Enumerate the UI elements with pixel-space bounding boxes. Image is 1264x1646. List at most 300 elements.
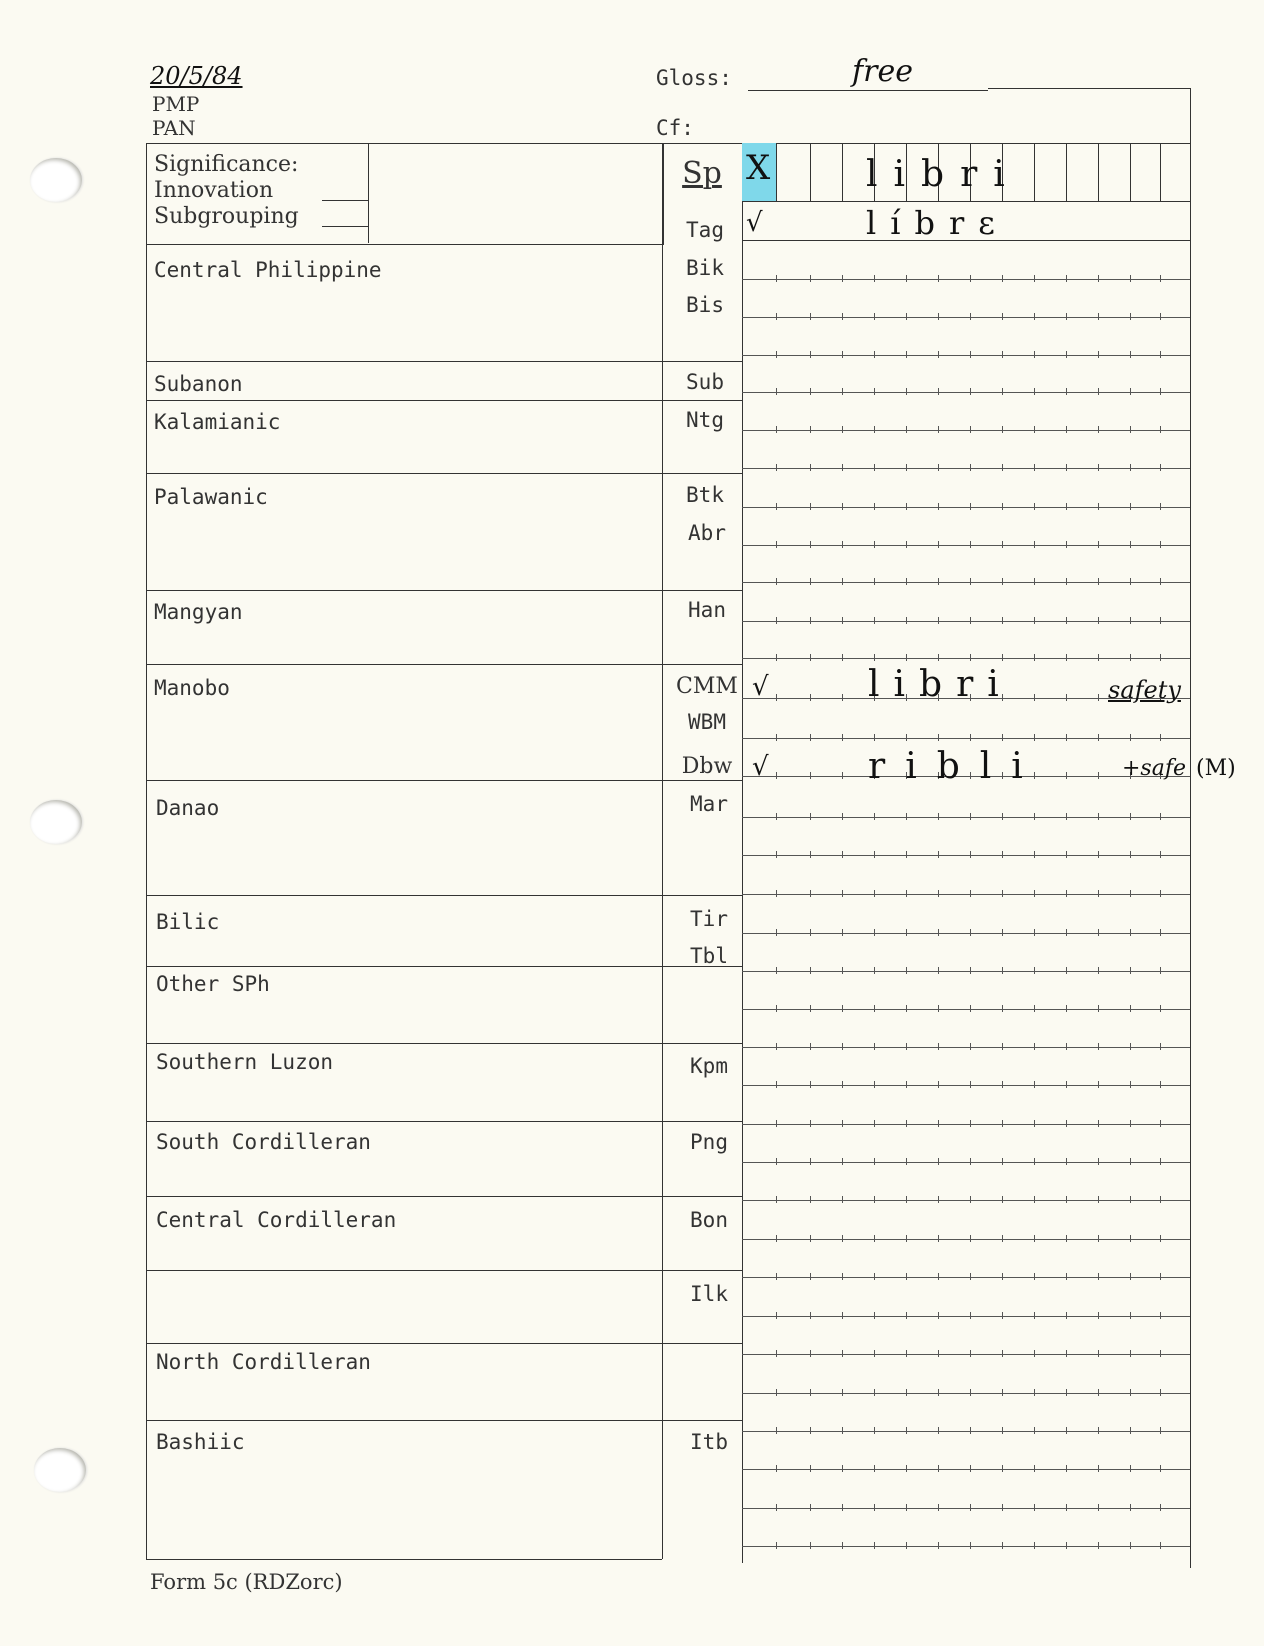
- entry-rule-tick: [874, 890, 875, 897]
- entry-rule-tick: [1002, 388, 1003, 395]
- level-pmp: PMP: [152, 92, 200, 116]
- entry-rule-tick: [1034, 694, 1035, 701]
- entry-rule-tick: [810, 813, 811, 820]
- innovation-label: Innovation: [154, 178, 274, 203]
- gloss-underline: [748, 90, 988, 91]
- binder-hole-bottom: [34, 1448, 86, 1492]
- sp-cell-divider: [776, 143, 777, 201]
- lang-bis: Bis: [686, 293, 724, 317]
- entry-rule-tick: [1066, 1196, 1067, 1203]
- entry-rule-tick: [1034, 929, 1035, 936]
- entry-rule-tick: [1160, 541, 1161, 548]
- entry-rule-tick: [1066, 929, 1067, 936]
- entry-rule-tick: [1034, 1120, 1035, 1127]
- entry-rule-tick: [1098, 851, 1099, 858]
- entry-rule-tick: [1066, 772, 1067, 779]
- binder-hole-middle: [30, 800, 82, 844]
- entry-rule-tick: [810, 1273, 811, 1280]
- entry-rule-tick: [842, 1235, 843, 1242]
- entry-rule-tick: [970, 851, 971, 858]
- entry-rule-tick: [1002, 1081, 1003, 1088]
- entry-rule-tick: [776, 734, 777, 741]
- entry-rule-tick: [906, 967, 907, 974]
- entry-rule-tick: [776, 1427, 777, 1434]
- entry-rule-tick: [1098, 351, 1099, 358]
- gloss-value: free: [852, 54, 913, 89]
- entry-rule-tick: [938, 1273, 939, 1280]
- entry-rule-tick: [906, 1235, 907, 1242]
- entry-rule-tick: [1066, 1504, 1067, 1511]
- entry-rule-tick: [1002, 1427, 1003, 1434]
- sp-row-baseline: [742, 201, 1190, 202]
- entry-rule-tick: [906, 503, 907, 510]
- entry-rule-tick: [1098, 1081, 1099, 1088]
- entry-rule-tick: [1066, 426, 1067, 433]
- entry-rule-tick: [1098, 813, 1099, 820]
- entry-rule-tick: [874, 851, 875, 858]
- entry-rule-tick: [810, 1158, 811, 1165]
- entry-rule-tick: [906, 654, 907, 661]
- entry-rule-tick: [938, 578, 939, 585]
- entry-rule-tick: [906, 851, 907, 858]
- entry-rule-tick: [842, 1005, 843, 1012]
- entry-rule-tick: [1002, 1389, 1003, 1396]
- entry-rule-tick: [1002, 617, 1003, 624]
- entry-rule-tick: [1160, 1504, 1161, 1511]
- entry-rule-tick: [810, 351, 811, 358]
- entry-rule-tick: [1160, 1465, 1161, 1472]
- entry-rule-tick: [1098, 578, 1099, 585]
- entry-rule-tick: [1160, 464, 1161, 471]
- entry-rule-tick: [938, 464, 939, 471]
- entry-rule-tick: [970, 275, 971, 282]
- entry-rule-tick: [1034, 1350, 1035, 1357]
- entry-rule-tick: [874, 1389, 875, 1396]
- dbw-note-source: (M): [1196, 756, 1236, 781]
- entry-rule-tick: [938, 813, 939, 820]
- entry-rule-tick: [1160, 351, 1161, 358]
- entry-rule-tick: [874, 967, 875, 974]
- entry-rule-tick: [776, 1465, 777, 1472]
- entry-rule-tick: [874, 1120, 875, 1127]
- entry-rule-tick: [1034, 541, 1035, 548]
- lang-ilk: Ilk: [690, 1282, 728, 1306]
- entry-rule-tick: [1098, 1273, 1099, 1280]
- entry-rule-tick: [842, 578, 843, 585]
- entry-rule-tick: [776, 503, 777, 510]
- entry-rule-tick: [1066, 1465, 1067, 1472]
- sp-cell-divider: [842, 143, 843, 201]
- entry-rule-tick: [842, 351, 843, 358]
- entry-rule-tick: [970, 388, 971, 395]
- entry-rule-tick: [970, 464, 971, 471]
- entry-rule-tick: [906, 734, 907, 741]
- entry-rule-tick: [842, 851, 843, 858]
- entry-rule-tick: [776, 275, 777, 282]
- group-southern-luzon: Southern Luzon: [156, 1050, 334, 1074]
- sp-cell-divider: [1098, 143, 1099, 201]
- entry-rule-tick: [810, 1235, 811, 1242]
- entry-rule-tick: [1002, 1350, 1003, 1357]
- entry-rule-tick: [1130, 275, 1131, 282]
- entry-rule-tick: [1130, 1427, 1131, 1434]
- entry-rule-tick: [776, 1043, 777, 1050]
- entry-rule-tick: [842, 1273, 843, 1280]
- entry-rule-tick: [1002, 929, 1003, 936]
- entry-rule-tick: [1002, 541, 1003, 548]
- entry-rule-tick: [938, 890, 939, 897]
- entry-rule-tick: [874, 313, 875, 320]
- table-left-border: [146, 243, 147, 1559]
- entry-rule-tick: [1130, 1235, 1131, 1242]
- entry-rule-tick: [1098, 617, 1099, 624]
- subgrouping-blank: [322, 226, 368, 227]
- entry-rule-tick: [1098, 1312, 1099, 1319]
- entry-rule-tick: [776, 541, 777, 548]
- entry-rule-tick: [1160, 654, 1161, 661]
- entry-rule-tick: [938, 1389, 939, 1396]
- entry-rule-tick: [1160, 1273, 1161, 1280]
- entry-rule-tick: [1066, 464, 1067, 471]
- entry-rule-tick: [1160, 1120, 1161, 1127]
- entry-rule-tick: [1160, 1427, 1161, 1434]
- entry-rule-tick: [842, 1504, 843, 1511]
- entry-rule-tick: [776, 929, 777, 936]
- entry-rule-tick: [1130, 967, 1131, 974]
- entry-rule-tick: [938, 503, 939, 510]
- entry-rule-tick: [874, 578, 875, 585]
- entry-rule-tick: [1002, 890, 1003, 897]
- entry-rule-tick: [776, 772, 777, 779]
- entry-rule-tick: [874, 1273, 875, 1280]
- entry-rule-tick: [810, 694, 811, 701]
- entry-rule-tick: [938, 313, 939, 320]
- entry-rule-tick: [1160, 313, 1161, 320]
- entry-rule-tick: [970, 813, 971, 820]
- sep-south-cordilleran: [146, 1121, 742, 1122]
- lang-tag: Tag: [686, 218, 724, 242]
- entry-rule-tick: [1034, 890, 1035, 897]
- entry-rule-tick: [1160, 1196, 1161, 1203]
- entry-rule-tick: [906, 1120, 907, 1127]
- entry-rule-tick: [1160, 275, 1161, 282]
- entry-rule-tick: [1066, 313, 1067, 320]
- entry-rule-tick: [776, 1235, 777, 1242]
- entry-rule-tick: [874, 351, 875, 358]
- entry-rule-tick: [938, 1312, 939, 1319]
- sep-other-sph: [146, 966, 742, 967]
- entry-rule-tick: [842, 313, 843, 320]
- entry-rule-tick: [776, 388, 777, 395]
- entry-rule-tick: [874, 426, 875, 433]
- entry-rule-tick: [1098, 1389, 1099, 1396]
- entry-rule-tick: [1098, 426, 1099, 433]
- entry-rule-tick: [842, 1081, 843, 1088]
- entry-rule-tick: [842, 1350, 843, 1357]
- entry-rule-tick: [842, 772, 843, 779]
- entry-rule-tick: [842, 694, 843, 701]
- entry-rule-tick: [970, 1427, 971, 1434]
- entry-rule-tick: [810, 426, 811, 433]
- entry-rule-tick: [1160, 967, 1161, 974]
- entry-rule-tick: [906, 313, 907, 320]
- sp-form: libri: [866, 154, 1021, 195]
- entry-rule-tick: [810, 929, 811, 936]
- entry-rule-tick: [842, 1196, 843, 1203]
- entry-rule-tick: [1066, 503, 1067, 510]
- entry-rule-tick: [1098, 890, 1099, 897]
- entry-rule-tick: [1066, 1427, 1067, 1434]
- entry-rule-tick: [906, 1081, 907, 1088]
- entry-rule-tick: [1002, 1504, 1003, 1511]
- entry-rule-tick: [842, 929, 843, 936]
- sp-mark: X: [746, 148, 771, 188]
- entry-rule-tick: [874, 617, 875, 624]
- entry-rule-tick: [1130, 503, 1131, 510]
- entry-rule-tick: [1034, 1043, 1035, 1050]
- entry-rule-tick: [1002, 426, 1003, 433]
- entry-rule-tick: [874, 1312, 875, 1319]
- entry-rule-tick: [810, 1542, 811, 1549]
- group-mangyan: Mangyan: [154, 600, 243, 624]
- entry-rule-tick: [1130, 734, 1131, 741]
- entry-rule-tick: [906, 1465, 907, 1472]
- entry-rule-tick: [1160, 388, 1161, 395]
- entry-rule-tick: [1066, 275, 1067, 282]
- entry-rule-tick: [938, 967, 939, 974]
- entry-rule-tick: [842, 967, 843, 974]
- entry-rule-tick: [906, 1389, 907, 1396]
- entry-rule-tick: [1160, 617, 1161, 624]
- entry-rule-tick: [874, 1235, 875, 1242]
- entry-rule-tick: [842, 426, 843, 433]
- entry-rule-tick: [842, 503, 843, 510]
- entry-rule-tick: [1034, 1312, 1035, 1319]
- table-bottom-border: [146, 1559, 662, 1560]
- entry-rule-tick: [938, 1158, 939, 1165]
- entry-rule-tick: [1130, 1350, 1131, 1357]
- entry-rule-tick: [810, 851, 811, 858]
- entry-rule-tick: [1034, 1389, 1035, 1396]
- entry-rule-tick: [810, 1389, 811, 1396]
- entry-rule-tick: [970, 1465, 971, 1472]
- entry-rule-tick: [1066, 1005, 1067, 1012]
- sep-danao: [146, 780, 742, 781]
- cmm-form: libri: [868, 664, 1013, 705]
- entry-rule-tick: [1098, 1043, 1099, 1050]
- entry-column-left: [742, 143, 743, 1563]
- group-danao: Danao: [156, 796, 220, 820]
- lang-itb: Itb: [690, 1430, 728, 1454]
- lang-wbm: WBM: [688, 710, 726, 734]
- entry-rule-tick: [842, 890, 843, 897]
- entry-rule-tick: [1002, 313, 1003, 320]
- entry-rule-tick: [938, 1043, 939, 1050]
- sp-cell-divider: [1130, 143, 1131, 201]
- group-subanon: Subanon: [154, 372, 243, 396]
- entry-rule-tick: [810, 1312, 811, 1319]
- entry-rule-tick: [874, 1427, 875, 1434]
- entry-rule-tick: [776, 578, 777, 585]
- entry-rule-tick: [776, 1081, 777, 1088]
- group-central-cordilleran: Central Cordilleran: [156, 1208, 397, 1232]
- entry-rule-tick: [776, 890, 777, 897]
- entry-rule-tick: [776, 813, 777, 820]
- entry-rule-tick: [842, 1542, 843, 1549]
- entry-rule-tick: [810, 464, 811, 471]
- sep-palawanic: [146, 473, 742, 474]
- lang-mar: Mar: [690, 792, 728, 816]
- entry-rule-tick: [1066, 1389, 1067, 1396]
- sp-cell-divider: [810, 143, 811, 201]
- entry-rule-tick: [874, 654, 875, 661]
- entry-rule-tick: [906, 1427, 907, 1434]
- entry-rule-tick: [810, 1120, 811, 1127]
- entry-rule-tick: [1130, 851, 1131, 858]
- entry-rule-tick: [810, 578, 811, 585]
- entry-rule-tick: [776, 1005, 777, 1012]
- entry-rule-tick: [1002, 1465, 1003, 1472]
- entry-rule-tick: [776, 694, 777, 701]
- entry-rule-tick: [1034, 1196, 1035, 1203]
- entry-rule-tick: [810, 1427, 811, 1434]
- entry-rule-tick: [874, 464, 875, 471]
- entry-rule-tick: [938, 654, 939, 661]
- entry-rule-tick: [938, 1005, 939, 1012]
- entry-rule-tick: [938, 1120, 939, 1127]
- entry-rule-tick: [1098, 654, 1099, 661]
- entry-rule-tick: [776, 313, 777, 320]
- entry-rule-tick: [1160, 1350, 1161, 1357]
- entry-rule-tick: [810, 503, 811, 510]
- entry-rule-tick: [1034, 1504, 1035, 1511]
- entry-rule-tick: [1034, 275, 1035, 282]
- entry-rule-tick: [1002, 1273, 1003, 1280]
- sep-bashiic: [146, 1420, 742, 1421]
- entry-rule-tick: [1160, 1235, 1161, 1242]
- entry-rule-tick: [874, 1542, 875, 1549]
- entry-rule-tick: [1160, 890, 1161, 897]
- entry-rule-tick: [1098, 1542, 1099, 1549]
- entry-rule-tick: [938, 1465, 939, 1472]
- entry-rule-tick: [842, 654, 843, 661]
- entry-rule-tick: [970, 1542, 971, 1549]
- entry-rule-tick: [970, 503, 971, 510]
- entry-rule-tick: [810, 1465, 811, 1472]
- entry-rule-tick: [938, 1504, 939, 1511]
- entry-rule-tick: [1130, 578, 1131, 585]
- entry-rule-tick: [1002, 1158, 1003, 1165]
- sep-kalamianic: [146, 400, 742, 401]
- entry-rule-tick: [1130, 1312, 1131, 1319]
- entry-rule-tick: [776, 1389, 777, 1396]
- entry-rule-tick: [1034, 503, 1035, 510]
- entry-rule-tick: [1130, 1504, 1131, 1511]
- entry-rule-tick: [1066, 541, 1067, 548]
- entry-rule-tick: [1034, 351, 1035, 358]
- entry-rule-tick: [970, 617, 971, 624]
- entry-rule-tick: [810, 1005, 811, 1012]
- entry-rule-tick: [1066, 1312, 1067, 1319]
- sp-cell-divider: [1160, 143, 1161, 201]
- entry-rule-tick: [1098, 1120, 1099, 1127]
- lang-btk: Btk: [686, 483, 724, 507]
- entry-rule-tick: [1160, 1043, 1161, 1050]
- entry-rule-tick: [1160, 1542, 1161, 1549]
- dbw-check-mark: √: [752, 752, 769, 782]
- subgrouping-label: Subgrouping: [154, 204, 299, 229]
- lang-sp: Sp: [682, 156, 722, 191]
- entry-rule-tick: [810, 890, 811, 897]
- entry-rule-tick: [1098, 541, 1099, 548]
- lang-ntg: Ntg: [686, 408, 724, 432]
- entry-rule-tick: [1098, 772, 1099, 779]
- group-central-philippine: Central Philippine: [154, 258, 382, 282]
- entry-rule-tick: [874, 813, 875, 820]
- entry-rule-tick: [1002, 1196, 1003, 1203]
- entry-rule-tick: [1130, 426, 1131, 433]
- entry-rule-tick: [1130, 1465, 1131, 1472]
- entry-rule-tick: [906, 890, 907, 897]
- entry-rule-tick: [810, 541, 811, 548]
- entry-rule-tick: [906, 351, 907, 358]
- lang-dbw: Dbw: [681, 754, 733, 779]
- entry-rule-tick: [1130, 617, 1131, 624]
- entry-rule-tick: [906, 1158, 907, 1165]
- entry-rule-tick: [1098, 1350, 1099, 1357]
- entry-rule-tick: [938, 1350, 939, 1357]
- entry-rule-tick: [1002, 578, 1003, 585]
- binder-hole-top: [30, 158, 82, 202]
- entry-rule-tick: [1034, 617, 1035, 624]
- entry-rule-tick: [842, 1312, 843, 1319]
- entry-rule-tick: [874, 1350, 875, 1357]
- entry-rule-tick: [1002, 813, 1003, 820]
- entry-rule-tick: [1034, 654, 1035, 661]
- entry-rule-tick: [776, 1350, 777, 1357]
- entry-rule-tick: [810, 734, 811, 741]
- entry-rule-tick: [906, 464, 907, 471]
- entry-rule-tick: [938, 1235, 939, 1242]
- group-other-sph: Other SPh: [156, 972, 270, 996]
- entry-rule-tick: [1066, 890, 1067, 897]
- entry-rule-tick: [1066, 1273, 1067, 1280]
- entry-rule-tick: [1034, 388, 1035, 395]
- entry-rule-tick: [1160, 734, 1161, 741]
- entry-rule-tick: [1002, 351, 1003, 358]
- entry-rule-tick: [810, 772, 811, 779]
- entry-rule-tick: [1098, 1427, 1099, 1434]
- form-footer: Form 5c (RDZorc): [150, 1570, 343, 1594]
- entry-rule-tick: [1066, 694, 1067, 701]
- sep-ilk: [146, 1270, 742, 1271]
- entry-rule-tick: [1160, 1312, 1161, 1319]
- sep-manobo: [146, 664, 742, 665]
- entry-rule-tick: [1130, 541, 1131, 548]
- group-manobo: Manobo: [154, 676, 230, 700]
- entry-rule-tick: [1160, 1081, 1161, 1088]
- lang-bik: Bik: [686, 256, 724, 280]
- entry-rule-tick: [1130, 1389, 1131, 1396]
- entry-rule-tick: [810, 1043, 811, 1050]
- entry-rule-tick: [1160, 578, 1161, 585]
- entry-rule-tick: [970, 890, 971, 897]
- entry-rule-tick: [1130, 1542, 1131, 1549]
- entry-rule-tick: [1066, 1235, 1067, 1242]
- entry-rule-tick: [1066, 351, 1067, 358]
- entry-rule-tick: [1066, 967, 1067, 974]
- entry-rule-tick: [776, 1504, 777, 1511]
